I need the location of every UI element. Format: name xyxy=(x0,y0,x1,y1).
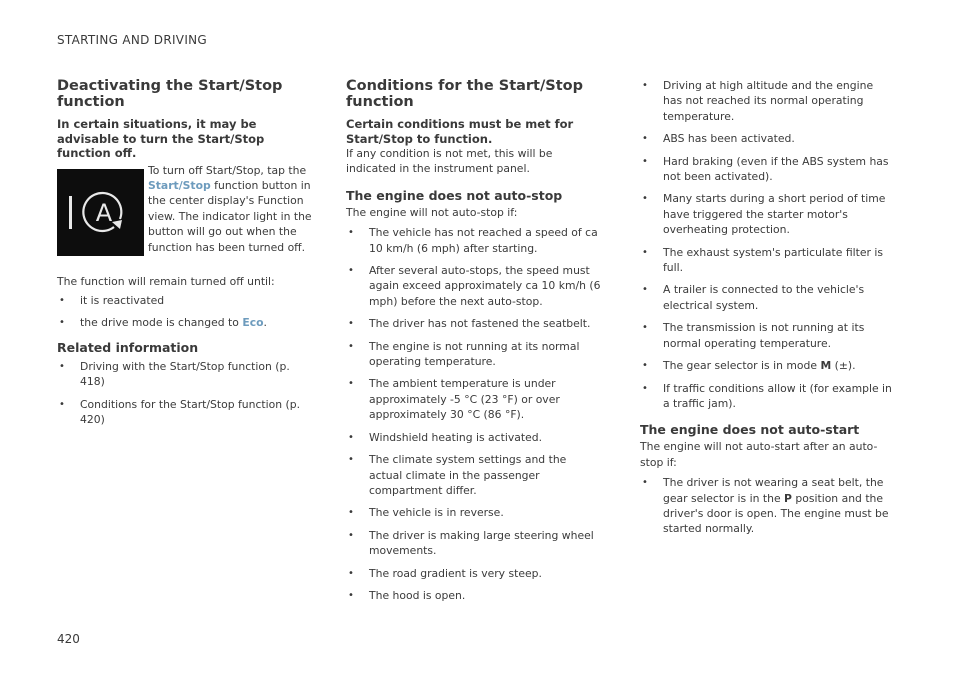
lead-conditions: Certain conditions must be met for Start/Stop to function. xyxy=(346,117,574,146)
eco-mode-label: Eco xyxy=(242,316,264,330)
list-item: • it is reactivated xyxy=(57,293,312,308)
related-list xyxy=(57,359,312,428)
heading-no-auto-start: The engine does not auto-start xyxy=(640,422,860,438)
intro-no-auto-start: The engine will not auto-start after an auto-stop if: xyxy=(640,440,878,469)
list-item: • The driver is making large steering wheel movements. xyxy=(346,528,601,559)
column-deactivating xyxy=(57,78,312,434)
list-item: • The exhaust system's particulate filter is full. xyxy=(640,245,895,276)
gear-text-2: (±). xyxy=(831,359,856,373)
list-item: • The hood is open. xyxy=(346,588,601,603)
list-item: • The road gradient is very steep. xyxy=(346,566,601,581)
heading-no-auto-stop: The engine does not auto-stop xyxy=(346,187,563,203)
related-link[interactable]: • Conditions for the Start/Stop function (p. 420) xyxy=(57,397,312,428)
gear-text-1: The gear selector is in mode xyxy=(663,359,821,373)
page-number: 420 xyxy=(57,632,80,646)
list-item: • The ambient temperature is under approximately -5 °C (23 °F) or over approximately 30 °C (86 °F). xyxy=(346,376,601,422)
last-text-2: position and the driver's door is open. The engine must be started normally. xyxy=(663,491,889,536)
list-item: • ABS has been activated. xyxy=(640,131,895,146)
reactivation-list xyxy=(57,293,312,331)
start-stop-button-image xyxy=(57,169,144,256)
no-auto-stop-list xyxy=(346,225,601,603)
list-item xyxy=(57,315,312,330)
start-stop-function-button-label: Start/Stop xyxy=(148,178,211,192)
lead-deactivating: In certain situations, it may be advisable to turn the Start/Stop function off. xyxy=(57,117,265,160)
no-auto-stop-list-continued xyxy=(640,78,895,411)
intro-conditions: If any condition is not met, this will be indicated in the instrument panel. xyxy=(346,147,553,176)
park-position-label: P xyxy=(784,491,792,505)
column-conditions xyxy=(346,78,601,610)
icon-text-1: To turn off Start/Stop, tap the xyxy=(148,163,307,177)
column-conditions-continued xyxy=(640,74,895,544)
list-item: • If traffic conditions allow it (for example in a traffic jam). xyxy=(640,381,895,412)
list-item: • The vehicle is in reverse. xyxy=(346,505,601,520)
start-stop-icon xyxy=(57,169,144,256)
list-item: • The climate system settings and the actual climate in the passenger compartment differ. xyxy=(346,452,601,498)
list-item: • The vehicle has not reached a speed of ca 10 km/h (6 mph) after starting. xyxy=(346,225,601,256)
list-item: • Driving at high altitude and the engine has not reached its normal operating temperature. xyxy=(640,78,895,124)
heading-conditions: Conditions for the Start/Stop function xyxy=(346,78,583,110)
list-item: • Many starts during a short period of time have triggered the starter motor's overheating protection. xyxy=(640,191,895,237)
heading-deactivating: Deactivating the Start/Stop function xyxy=(57,78,283,110)
gear-mode-label: M xyxy=(820,359,832,373)
intro-no-auto-stop: The engine will not auto-stop if: xyxy=(346,205,518,219)
list-item xyxy=(640,358,895,373)
icon-description xyxy=(148,163,312,255)
list-item: • The engine is not running at its normal operating temperature. xyxy=(346,339,601,370)
last-text-1: The driver is not wearing a seat belt, the gear selector is in the xyxy=(663,476,884,505)
list-item xyxy=(640,475,895,537)
list-item-period: . xyxy=(263,316,267,330)
icon-text-2: function button in the center display's Function view. The indicator light in the button will go out when the function has been turned off. xyxy=(148,178,312,254)
svg-text:A: A xyxy=(95,198,113,227)
list-item: • After several auto-stops, the speed must again exceed approximately ca 10 km/h (6 mph) before the next auto-stop. xyxy=(346,263,601,309)
list-item: • The transmission is not running at its normal operating temperature. xyxy=(640,320,895,351)
remain-text: The function will remain turned off until: xyxy=(57,274,275,288)
icon-block xyxy=(57,163,312,275)
section-header: STARTING AND DRIVING xyxy=(57,33,208,47)
no-auto-start-list xyxy=(640,475,895,537)
list-item-text: the drive mode is changed to xyxy=(80,316,243,330)
list-item: • Hard braking (even if the ABS system has not been activated). xyxy=(640,154,895,185)
related-information-heading: Related information xyxy=(57,339,199,355)
list-item: • Windshield heating is activated. xyxy=(346,430,601,445)
list-item: • The driver has not fastened the seatbelt. xyxy=(346,316,601,331)
related-link[interactable]: • Driving with the Start/Stop function (p. 418) xyxy=(57,359,312,390)
list-item: • A trailer is connected to the vehicle's electrical system. xyxy=(640,282,895,313)
